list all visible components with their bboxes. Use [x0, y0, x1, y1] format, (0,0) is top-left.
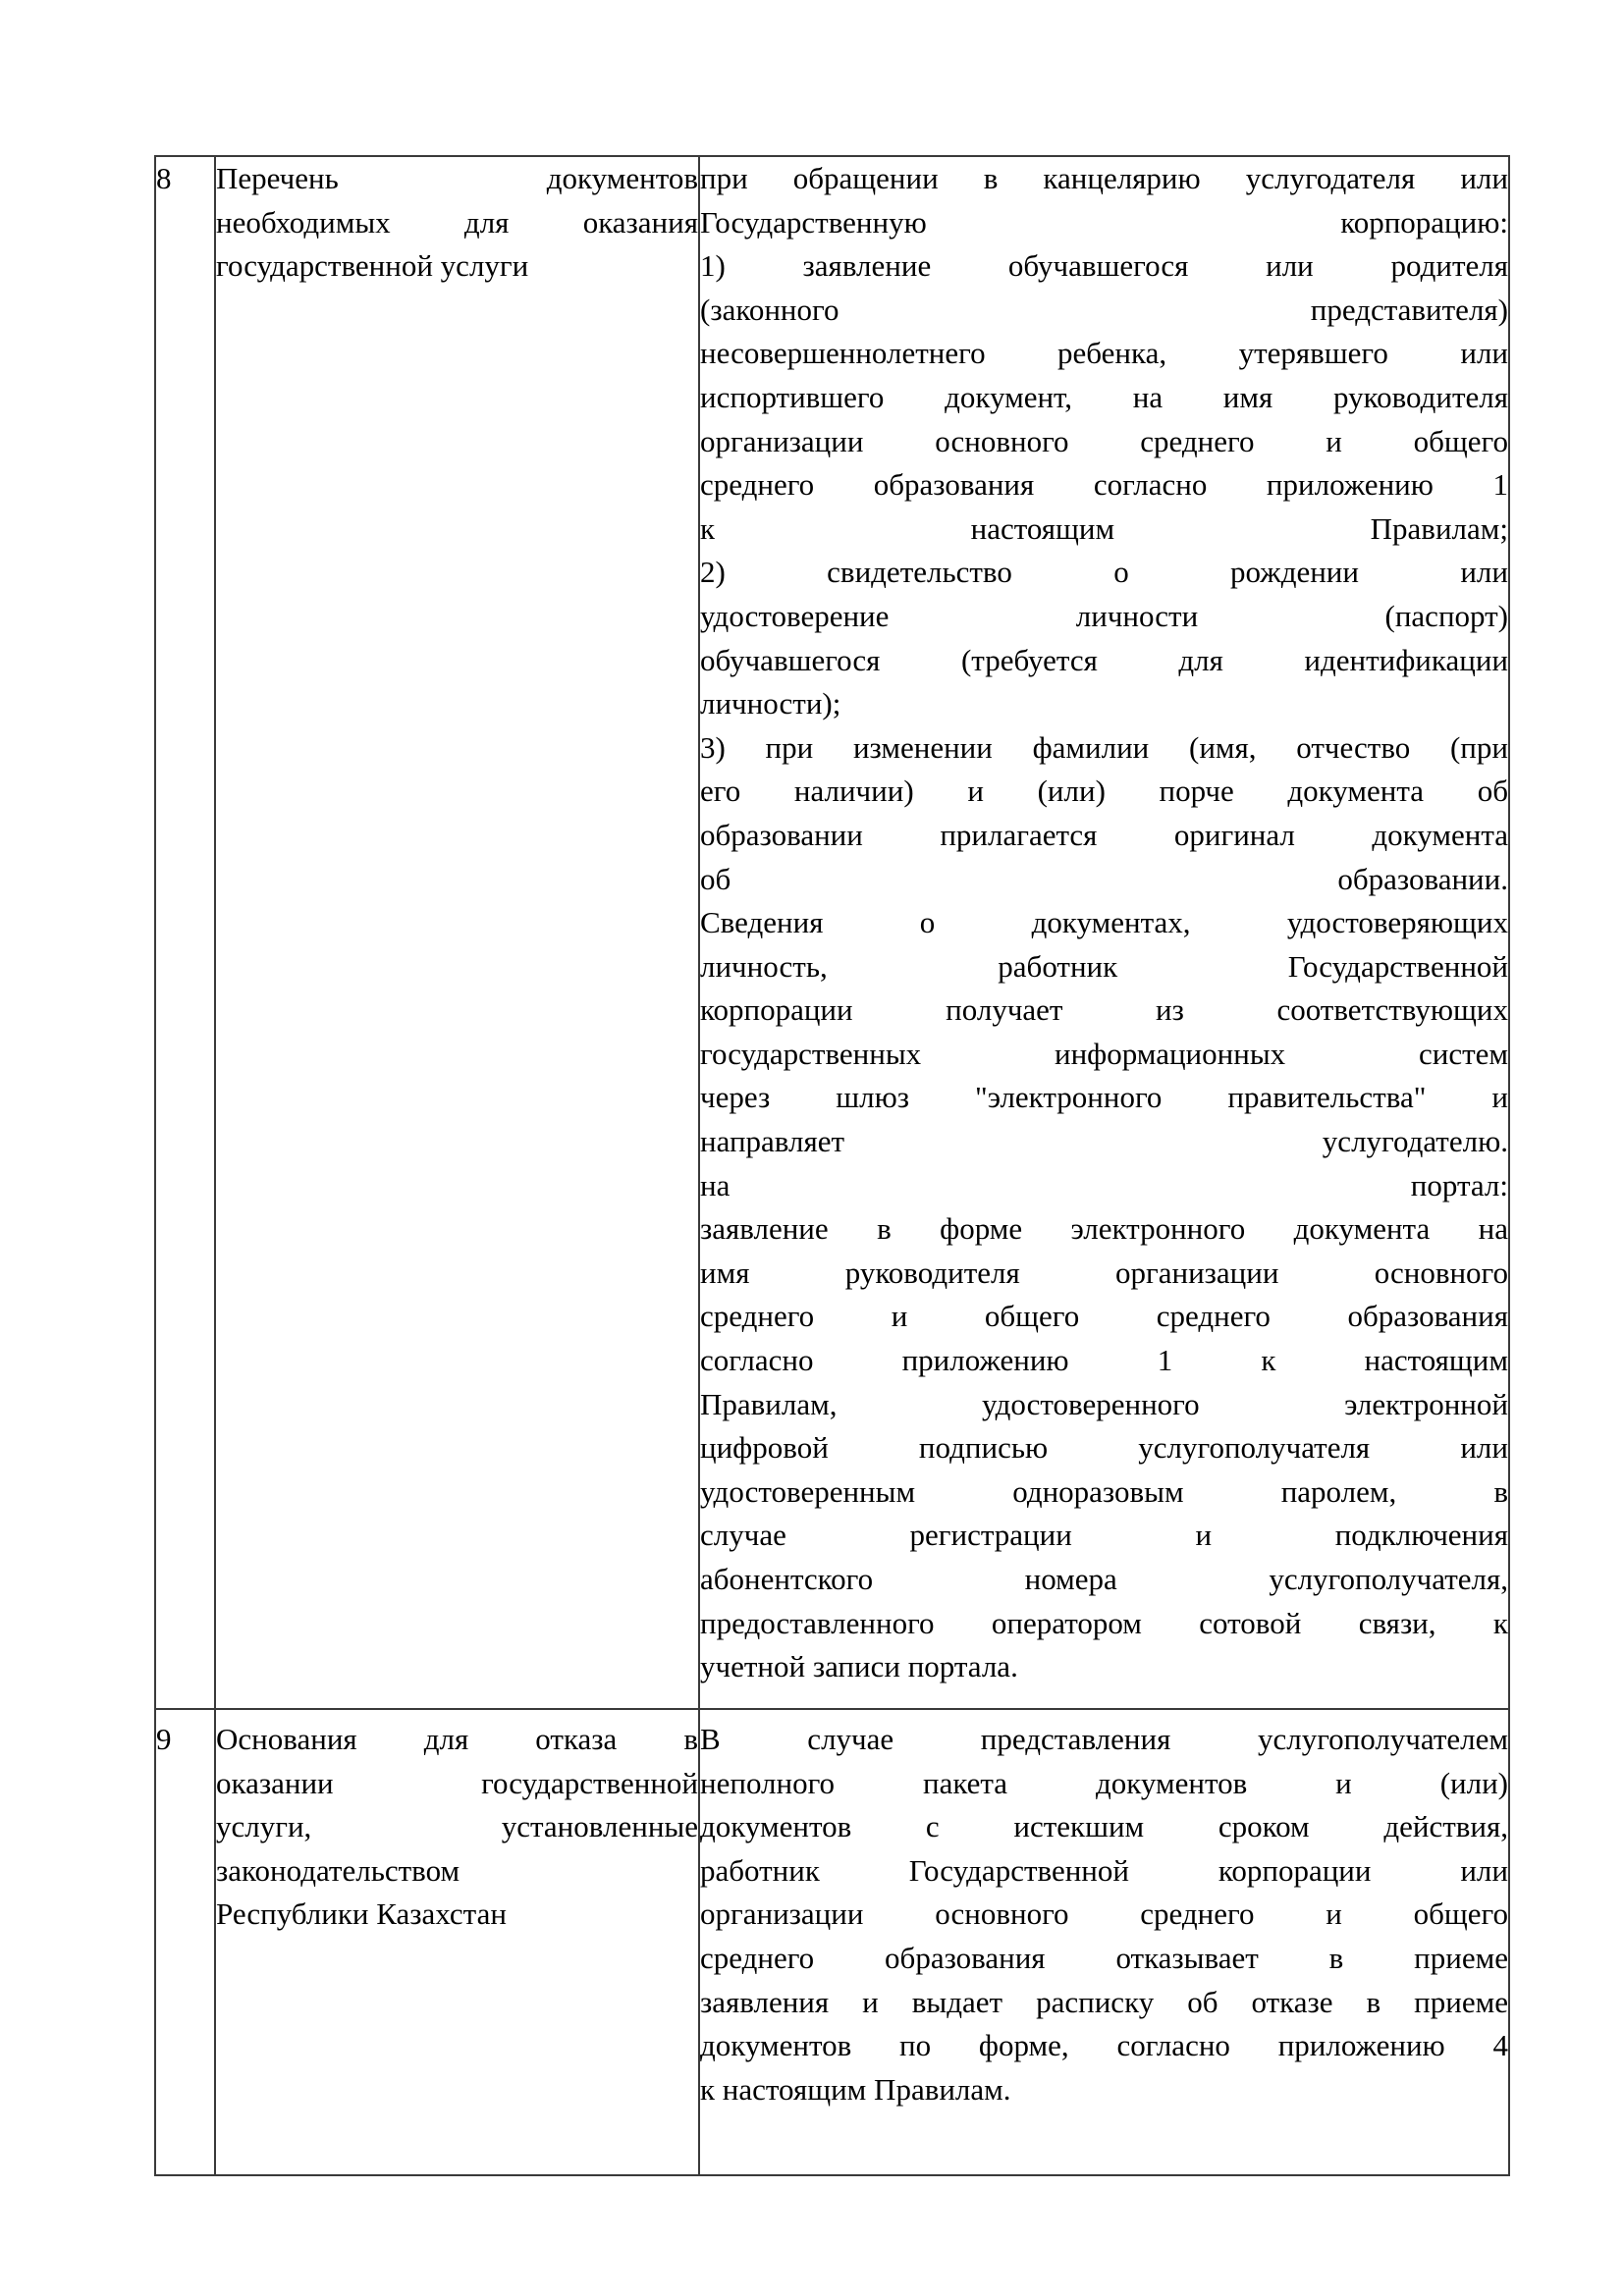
- text-line: государственной услуги: [216, 248, 529, 284]
- text-line: организации основного среднего и общего: [700, 423, 1508, 458]
- text-line: заявление в форме электронного документа на: [700, 1211, 1508, 1247]
- table-row: [155, 1709, 1509, 2175]
- text-line: документов по форме, согласно приложению 4: [700, 2028, 1508, 2063]
- text-line: работник Государственной корпорации или: [700, 1852, 1508, 1888]
- text-line: к настоящим Правилам.: [700, 2071, 1011, 2107]
- row-name: [215, 1709, 699, 2175]
- text-line: его наличии) и (или) порче документа об: [700, 774, 1508, 809]
- text-line: В случае представления услугополучателем: [700, 1722, 1508, 1756]
- text-line: удостоверенным одноразовым паролем, в: [700, 1473, 1508, 1509]
- text-line: среднего и общего среднего образования: [700, 1299, 1508, 1334]
- text-line: к настоящим Правилам;: [700, 510, 1508, 546]
- text-line: (законного представителя): [700, 292, 1508, 327]
- row-name: [215, 156, 699, 1709]
- text-line: несовершеннолетнего ребенка, утерявшего или: [700, 336, 1508, 371]
- text-line: Правилам, удостоверенного электронной: [700, 1386, 1508, 1421]
- text-line: личности);: [700, 686, 841, 721]
- text-line: необходимых для оказания: [216, 204, 698, 240]
- text-line: неполного пакета документов и (или): [700, 1765, 1508, 1800]
- text-line: Республики Казахстан: [216, 1896, 507, 1932]
- text-line: услуги, установленные: [216, 1809, 698, 1844]
- text-line: через шлюз "электронного правительства" и: [700, 1080, 1508, 1115]
- row-description: [699, 156, 1509, 1709]
- text-line: оказании государственной: [216, 1765, 698, 1800]
- text-line: среднего образования согласно приложению 1: [700, 467, 1508, 503]
- text-line: 1) заявление обучавшегося или родителя: [700, 248, 1508, 284]
- text-line: согласно приложению 1 к настоящим: [700, 1343, 1508, 1378]
- text-line: об образовании.: [700, 861, 1508, 896]
- text-line: заявления и выдает расписку об отказе в приеме: [700, 1984, 1508, 2019]
- service-standard-table: [154, 155, 1510, 2176]
- text-line: предоставленного оператором сотовой связи, к: [700, 1605, 1508, 1640]
- text-line: удостоверение личности (паспорт): [700, 598, 1508, 633]
- text-line: обучавшегося (требуется для идентификации: [700, 642, 1508, 677]
- text-line: 3) при изменении фамилии (имя, отчество (при: [700, 729, 1508, 765]
- text-line: направляет услугодателю.: [700, 1124, 1508, 1159]
- text-line: образовании прилагается оригинал документа: [700, 817, 1508, 852]
- row-number: 9: [155, 1709, 215, 2175]
- text-line: абонентского номера услугополучателя,: [700, 1562, 1508, 1596]
- text-line: организации основного среднего и общего: [700, 1896, 1508, 1932]
- text-line: цифровой подписью услугополучателя или: [700, 1430, 1508, 1466]
- text-line: Основания для отказа в: [216, 1722, 698, 1756]
- text-line: законодательством: [216, 1852, 460, 1888]
- text-line: Государственную корпорацию:: [700, 204, 1508, 240]
- text-line: имя руководителя организации основного: [700, 1255, 1508, 1290]
- text-line: Сведения о документах, удостоверяющих: [700, 905, 1508, 940]
- text-line: государственных информационных систем: [700, 1036, 1508, 1071]
- row-number: 8: [155, 156, 215, 1709]
- text-line: личность, работник Государственной: [700, 948, 1508, 984]
- text-line: среднего образования отказывает в приеме: [700, 1940, 1508, 1975]
- text-line: испортившего документ, на имя руководителя: [700, 379, 1508, 414]
- text-line: корпорации получает из соответствующих: [700, 992, 1508, 1028]
- text-line: случае регистрации и подключения: [700, 1518, 1508, 1553]
- text-line: документов с истекшим сроком действия,: [700, 1809, 1508, 1844]
- row-description: [699, 1709, 1509, 2175]
- table-row: [155, 156, 1509, 1709]
- text-line: 2) свидетельство о рождении или: [700, 555, 1508, 590]
- text-line: Перечень документов: [216, 161, 698, 195]
- text-line: при обращении в канцелярию услугодателя или: [700, 161, 1508, 195]
- text-line: на портал:: [700, 1167, 1508, 1202]
- text-line: учетной записи портала.: [700, 1649, 1018, 1684]
